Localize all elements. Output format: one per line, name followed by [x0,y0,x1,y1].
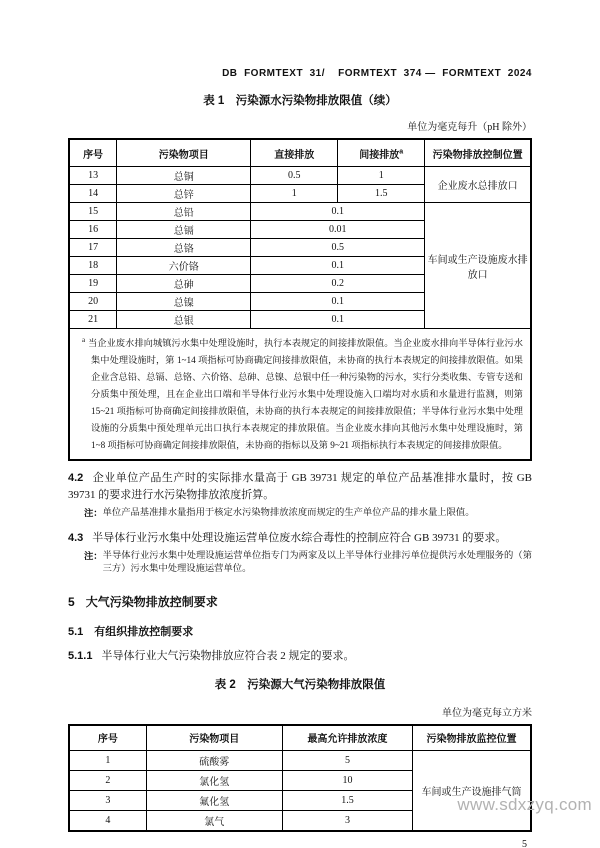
clause-text: 半导体行业大气污染物排放应符合表 2 规定的要求。 [101,649,355,662]
table2-header-location: 污染物排放监控位置 [413,725,531,751]
cell-item: 硫酸雾 [146,750,282,770]
cell-location-merged: 车间或生产设施排气筒 [413,750,531,831]
table1-caption: 表 1 污染源水污染物排放限值（续） [203,95,397,107]
table1-unit-note: 单位为毫克每升（pH 除外） [407,122,532,133]
cell-item: 总砷 [117,275,251,293]
cell-item: 总铜 [117,167,251,185]
cell-indirect: 1 [338,167,425,185]
table2-air-pollutant-limits [68,724,532,832]
table1-footnote-row [69,329,531,461]
cell-no: 13 [69,167,117,185]
cell-item: 总锌 [117,185,251,203]
note-label: 注： [84,550,103,561]
cell-no: 2 [69,770,146,790]
section-5-1-heading [68,623,532,639]
table1-header-indirect [338,139,425,167]
table1-header-direct: 直接排放 [251,139,338,167]
note-text: 单位产品基准排水量指用于核定水污染物排放浓度而规定的生产单位产品的排水量上限值。 [102,508,475,519]
cell-no: 18 [69,257,117,275]
cell-direct: 1 [251,185,338,203]
cell-item: 总银 [117,311,251,329]
note-4-3 [84,550,532,577]
section-number: 5 [68,594,75,609]
cell-item: 总镉 [117,221,251,239]
cell-indirect: 1.5 [338,185,425,203]
clause-4-3 [68,530,532,547]
cell-value: 10 [282,770,412,790]
table2-unit-note: 单位为毫克每立方米 [442,707,532,719]
cell-no: 3 [69,790,146,810]
clause-number: 5.1.1 [68,649,93,662]
table1-header-no: 序号 [69,139,117,167]
table-row [69,203,531,221]
cell-item: 氯化氢 [146,770,282,790]
cell-item: 氟化氢 [146,790,282,810]
table1-header-location: 污染物排放控制位置 [425,139,531,167]
section-number: 5.1 [68,625,84,638]
footnote-text: 当企业废水排向城镇污水集中处理设施时，执行本表规定的间接排放限值。当企业废水排向半导体行业污水集中处理设施时，第 1~14 项指标可协商确定间接排放限值，未协商的执行本表规定的间接排放限值。如果企业含总铅、总镉、总铬、六价铬、总砷、总镍、总银中任一种污染物的污水，实行分类收集、专管专送和分质集中预处理，且在企业出口端和半导体行业污水集中处理设施入口端均对水质和水量进行监测，则第 15~21 项指标可协商确定间接排放限值，未协商的执行本表规定的间接排放限值；半导体行业污水集中处理设施的分质集中预处理单元出口执行本表规定的排放限值。当企业废水排向其他污水集中处理设施时，第 1~8 项指标可协商确定间接排放限值，未协商的指标以及第 9~21 项指标执行本表规定的间接排放限值。 [88,338,523,451]
table2-header-row [69,725,531,751]
cell-no: 17 [69,239,117,257]
cell-direct: 0.5 [251,167,338,185]
table1-header-indirect-label: 间接排放 [359,149,400,161]
cell-location-merged: 车间或生产设施废水排放口 [425,203,531,329]
cell-limit-merged: 0.1 [251,257,425,275]
clause-text: 半导体行业污水集中处理设施运营单位废水综合毒性的控制应符合 GB 39731 的要求。 [92,531,507,544]
clause-number: 4.3 [68,531,84,544]
cell-item: 总铅 [117,203,251,221]
cell-value: 1.5 [282,790,412,810]
cell-limit-merged: 0.01 [251,221,425,239]
cell-no: 19 [69,275,117,293]
clause-5-1-1 [68,648,532,665]
cell-limit-merged: 0.1 [251,293,425,311]
clause-number: 4.2 [68,472,84,485]
section-5-heading [68,593,532,610]
cell-item: 总镍 [117,293,251,311]
cell-no: 15 [69,203,117,221]
note-4-2 [84,507,532,521]
cell-no: 1 [69,750,146,770]
table-row [69,167,531,185]
cell-value: 3 [282,810,412,831]
table2-header-max-concentration: 最高允许排放浓度 [282,725,412,751]
cell-limit-merged: 0.1 [251,311,425,329]
page-number: 5 [522,838,527,848]
section-title: 有组织排放控制要求 [94,625,194,638]
table1-header-item: 污染物项目 [117,139,251,167]
table1-water-pollutant-limits [68,138,532,461]
cell-item: 六价铬 [117,257,251,275]
clause-4-2 [68,470,532,504]
note-text: 半导体行业污水集中处理设施运营单位指专门为两家及以上半导体行业排污单位提供污水处理服务的（第三方）污水集中处理设施运营单位。 [102,550,532,575]
cell-no: 20 [69,293,117,311]
doc-code-header: DB FORMTEXT 31/ FORMTEXT 374 — FORMTEXT 2024 [222,68,532,79]
table2-caption: 表 2 污染源大气污染物排放限值 [214,678,386,691]
table-row [69,750,531,770]
cell-no: 4 [69,810,146,831]
table1-header-row [69,139,531,167]
table2-header-item: 污染物项目 [146,725,282,751]
cell-limit-merged: 0.5 [251,239,425,257]
footnote-ref-superscript: a [399,148,404,156]
cell-location-merged: 企业废水总排放口 [425,167,531,203]
watermark-text: www.sdxzyq.com [457,795,592,814]
cell-item: 氯气 [146,810,282,831]
table2-header-no: 序号 [69,725,146,751]
section-title: 大气污染物排放控制要求 [85,594,218,609]
table1-footnote [69,329,531,461]
note-label: 注： [84,508,103,519]
cell-limit-merged: 0.1 [251,203,425,221]
cell-no: 16 [69,221,117,239]
cell-no: 21 [69,311,117,329]
cell-no: 14 [69,185,117,203]
cell-value: 5 [282,750,412,770]
cell-limit-merged: 0.2 [251,275,425,293]
clause-text: 企业单位产品生产时的实际排水量高于 GB 39731 规定的单位产品基准排水量时，按 GB 39731 的要求进行水污染物排放浓度折算。 [68,472,532,502]
cell-item: 总铬 [117,239,251,257]
footnote-marker: a [82,336,86,344]
